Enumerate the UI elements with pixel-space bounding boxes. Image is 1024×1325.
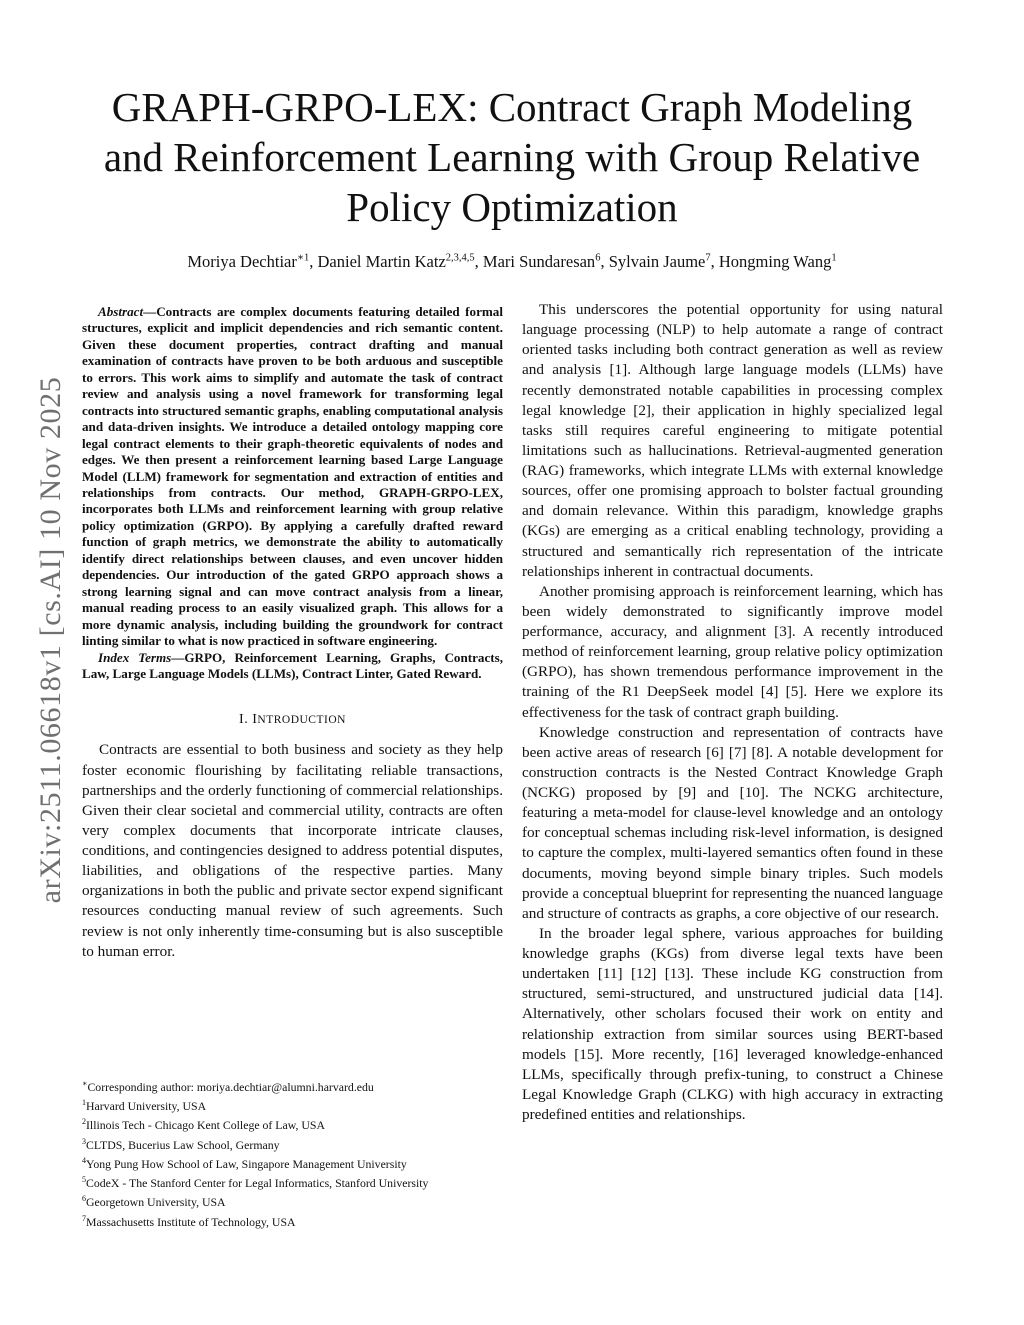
abstract-text: —Contracts are complex documents featuring detailed formal structures, explicit and implicit dependencies and rich semantic content. Given these document properties, contract drafting and manual examination of contracts have proven to be both arduous and susceptible to errors. This work aims to simplify and automate the task of contract review and analysis using a novel framework for transforming legal contracts into structured semantic graphs, enabling computational analysis and data-driven insights. We introduce a detailed ontology mapping core legal contract elements to their graph-theoretic equivalents of nodes and edges. We then present a reinforcement learning based Large Language Model (LLM) framework for segmentation and extraction of entities and relationships from contracts. Our method, GRAPH-GRPO-LEX, incorporates both LLMs and reinforcement learning with group relative policy optimization (GRPO). By applying a carefully drafted reward function of graph metrics, we demonstrate the ability to automatically identify direct relationships between clauses, and even uncover hidden dependencies. Our introduction of the gated GRPO approach shows a strong learning signal and can move contract analysis from a linear, manual reading process to an easily visualized graph. This allows for a more dynamic analysis, including building the groundwork for contract linting similar to what is now practiced in software engineering. <box>82 304 503 649</box>
author: Moriya Dechtiar$^{∗1}$, <box>187 251 318 271</box>
abstract-label: Abstract <box>98 304 144 319</box>
body-paragraph: In the broader legal sphere, various approaches for building knowledge graphs (KGs) from diverse legal texts have been undertaken [11] [12] [13]. These include KG construction from structured, semi-structured, and unstructured judicial data [14]. Alternatively, other scholars focused their work on entity and relationship extraction from similar sources using BERT-based models [15]. More recently, [16] leveraged knowledge-enhanced LLMs, specifically through prefix-tuning, to construct a Chinese Legal Knowledge Graph (CLKG) with high accuracy in extracting predefined entities and relationships. <box>522 924 943 1123</box>
author: Daniel Martin Katz$^{2,3,4,5}$, <box>317 251 483 271</box>
author: Hongming Wang$^1$ <box>718 251 837 271</box>
footnote: $^5$CodeX - The Stanford Center for Legal Informatics, Stanford University <box>82 1175 429 1191</box>
abstract <box>82 304 503 650</box>
author-affiliation-mark: 6 <box>595 252 601 263</box>
title-line-2: and Reinforcement Learning with Group Relative <box>103 134 921 180</box>
body-paragraph: Another promising approach is reinforcement learning, which has been widely demonstrated to significantly improve model performance, accuracy, and alignment [3]. A recently introduced method of reinforcement learning, group relative policy optimization (GRPO), has shown tremendous performance improvement in the training of the R1 DeepSeek model [4] [5]. Here we explore its effectiveness for the task of contract graph building. <box>522 582 943 721</box>
author-affiliation-mark: 2,3,4,5 <box>445 252 475 263</box>
footnote: $^4$Yong Pung How School of Law, Singapore Management University <box>82 1155 407 1171</box>
title-line-3: Policy Optimization <box>346 184 678 230</box>
footnotes <box>82 1076 512 1230</box>
title-line-1: GRAPH-GRPO-LEX: Contract Graph Modeling <box>111 84 913 130</box>
index-terms-text: —GRPO, Reinforcement Learning, Graphs, Contracts, Law, Large Language Models (LLMs), Contract Linter, Gated Reward. <box>82 649 504 681</box>
footnote: ∗Corresponding author: moriya.dechtiar@alumni.harvard.edu <box>82 1079 374 1094</box>
paper-title <box>80 82 944 232</box>
author: Sylvain Jaume$^7$, <box>608 251 719 271</box>
body-paragraph: Knowledge construction and representation of contracts have been active areas of research [6] [7] [8]. A notable development for construction contracts is the Nested Contract Knowledge Graph (NCKG) proposed by [9] and [10]. The NCKG architecture, featuring a meta-model for clause-level knowledge and an ontology for conceptual schemas including risk-level information, is designed to capture the complex, multi-layered semantics often found in these documents, moving beyond simple binary triples. Such models provide a conceptual blueprint for representing the nuanced language and structure of contracts as graphs, a core objective of our research. <box>522 723 943 922</box>
arxiv-identifier-stamp[interactable]: arXiv:2511.06618v1 [cs.AI] 10 Nov 2025 <box>34 376 67 904</box>
index-terms <box>82 650 503 683</box>
left-column <box>82 304 503 962</box>
author-affiliation-mark: ∗1 <box>296 252 310 263</box>
footnote: $^6$Georgetown University, USA <box>82 1194 226 1210</box>
index-terms-label: Index Terms <box>98 649 172 665</box>
author-list <box>60 246 964 274</box>
footnote: $^1$Harvard University, USA <box>82 1098 207 1114</box>
author: Mari Sundaresan$^6$, <box>482 251 609 271</box>
footnote: $^2$Illinois Tech - Chicago Kent College of Law, USA <box>82 1117 325 1133</box>
footnote: $^3$CLTDS, Bucerius Law School, Germany <box>82 1136 280 1152</box>
author-affiliation-mark: 7 <box>705 252 711 263</box>
footnote: $^7$Massachusetts Institute of Technology, USA <box>82 1213 296 1229</box>
author-affiliation-mark: 1 <box>831 252 837 263</box>
intro-paragraph: Contracts are essential to both business and society as they help foster economic flourishing by facilitating reliable transactions, partnerships and the orderly functioning of commercial relationships. Given their clear societal and commercial utility, contracts are often very complex documents that incorporate intricate clauses, conditions, and contingencies designed to address potential disputes, liabilities, and obligations of the respective parties. Many organizations in both the public and private sector expend significant resources conducting manual review of such agreements. Such review is not only inherently time-consuming but is also susceptible to human error. <box>82 741 503 960</box>
body-paragraph: This underscores the potential opportunity for using natural language processing (NLP) to help automate a range of contract oriented tasks including both contract generation as well as review and analysis [1]. Although large language models (LLMs) have recently demonstrated notable capabilities in processing complex legal knowledge [2], their application in highly specialized legal tasks still requires careful engineering to mitigate potential limitations such as hallucinations. Retrieval-augmented generation (RAG) frameworks, which integrate LLMs with external knowledge sources, offer one promising approach to bolster factual grounding and domain relevance. Within this paradigm, knowledge graphs (KGs) are emerging as a critical enabling technology, providing a structured and semantically rich representation of the intricate relationships inherent in contractual documents. <box>522 301 943 580</box>
right-column <box>522 300 943 1125</box>
section-heading-introduction: I. INTRODUCTION <box>239 712 346 728</box>
